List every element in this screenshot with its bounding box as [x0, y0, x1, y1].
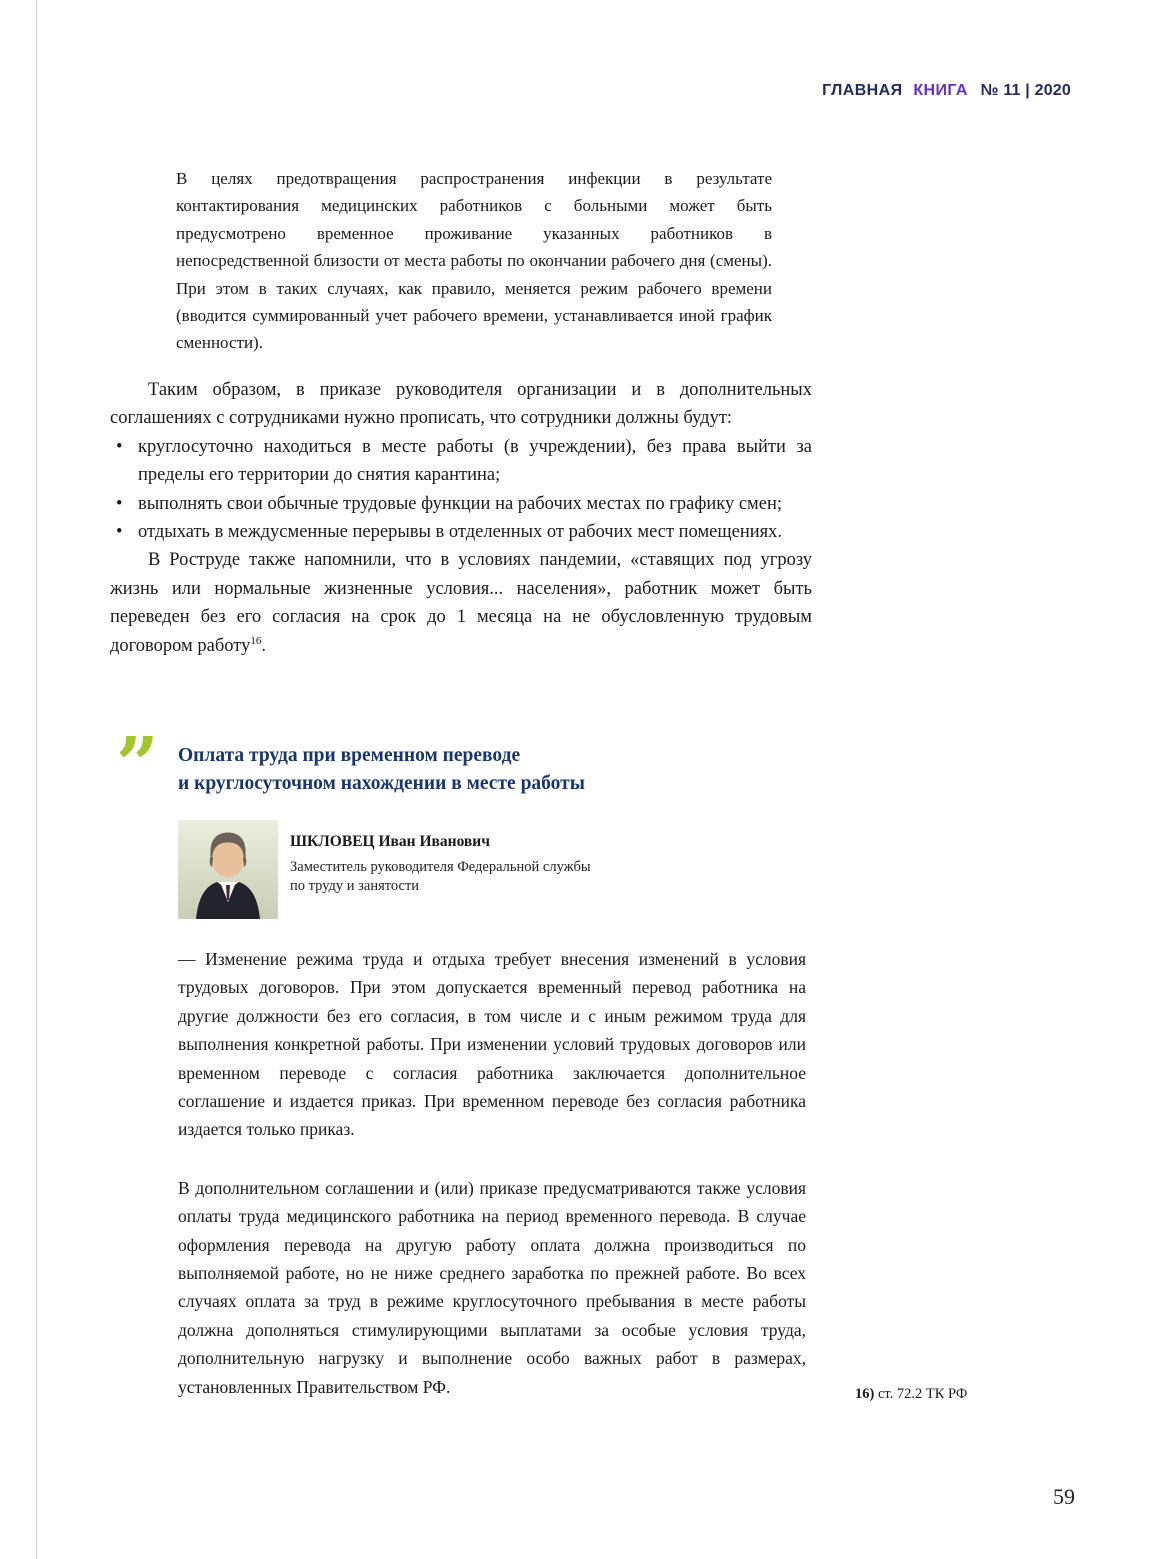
footnote-text: ст. 72.2 ТК РФ — [874, 1386, 968, 1402]
commentary-text — [178, 945, 806, 1401]
left-page-rule — [36, 0, 37, 1559]
list-item: • отдыхать в междусменные перерывы в отделенных от рабочих мест помещениях. — [110, 518, 812, 546]
paragraph-rostrud-period: . — [261, 635, 266, 656]
commentary-paragraph-2: В дополнительном соглашении и (или) приказе предусматриваются также условия оплаты труда медицинского работника на период временного перевода. В случае оформления перевода на другую работу оплата должна производиться по выполняемой работе, но не ниже среднего заработка по прежней работе. Во всех случаях оплата за труд в режиме круглосуточного пребывания в месте работы должна дополняться стимулирующими выплатами за особые условия труда, дополнительную нагрузку и выполнение особо важных работ в размерах, установленных Правительством РФ. — [178, 1177, 806, 1397]
issue-number: № 11 | 2020 — [980, 82, 1071, 99]
expert-role-line2: по труду и занятости — [290, 878, 420, 894]
magazine-title-part1: ГЛАВНАЯ — [822, 82, 903, 99]
page-header — [822, 82, 1071, 100]
paragraph-summary: Таким образом, в приказе руководителя организации и в дополнительных соглашениях с сотрудниками нужно прописать, что сотрудники должны будут: — [110, 380, 812, 429]
expert-meta — [290, 820, 591, 919]
magazine-title-part2: КНИГА — [913, 82, 968, 99]
paragraph-rostrud-text: В Роструде также напомнили, что в условиях пандемии, «ставящих под угрозу жизнь или нормальные жизненные условия... населения», работник может быть переведен без его согласия на срок до 1 месяца на не обусловленную трудовым договором работу — [110, 550, 812, 656]
main-text-column — [110, 376, 812, 660]
requirements-list — [110, 433, 812, 547]
expert-photo — [178, 820, 278, 919]
page-number: 59 — [1053, 1484, 1075, 1509]
intro-indented-paragraph: В целях предотвращения распространения инфекции в результате контактирования медицинских работников с больными может быть предусмотрено временное проживание указанных работников в непосредственной близости от места работы по окончании рабочего дня (смены). При этом в таких случаях, как правило, меняется режим рабочего времени (вводится суммированный учет рабочего времени, устанавливается иной график сменности). — [176, 169, 772, 353]
list-item: • выполнять свои обычные трудовые функции на рабочих местах по графику смен; — [110, 490, 812, 518]
expert-name: ШКЛОВЕЦ Иван Иванович — [290, 833, 490, 850]
list-item: • круглосуточно находиться в месте работы (в учреждении), без права выйти за пределы его территории до снятия карантина; — [110, 433, 812, 490]
quote-icon: ” — [116, 722, 159, 808]
footnote-marker: 16) — [855, 1386, 875, 1402]
commentary-paragraph-1: — Изменение режима труда и отдыха требует внесения изменений в условия трудовых договоров. При этом допускается временный перевод работника на другие должности без его согласия, в том числе и с иным режимом труда для выполнения конкретной работы. При изменении условий трудовых договоров или временном переводе с согласия работника заключается дополнительное соглашение и издается приказ. При временном переводе без согласия работника издается только приказ. — [178, 949, 806, 1140]
expert-commentary-block — [110, 722, 816, 1401]
expert-card — [178, 820, 816, 919]
paragraph-rostrud — [110, 546, 812, 660]
expert-commentary-body — [178, 742, 816, 1401]
footnote-reference: 16 — [250, 634, 262, 647]
expert-role-line1: Заместитель руководителя Федеральной службы — [290, 859, 591, 875]
commentary-title-line1: Оплата труда при временном переводе — [178, 745, 521, 766]
side-footnote — [855, 1385, 967, 1404]
commentary-title-line2: и круглосуточном нахождении в месте работы — [178, 773, 585, 794]
expert-role — [290, 858, 591, 896]
commentary-title — [178, 742, 816, 798]
